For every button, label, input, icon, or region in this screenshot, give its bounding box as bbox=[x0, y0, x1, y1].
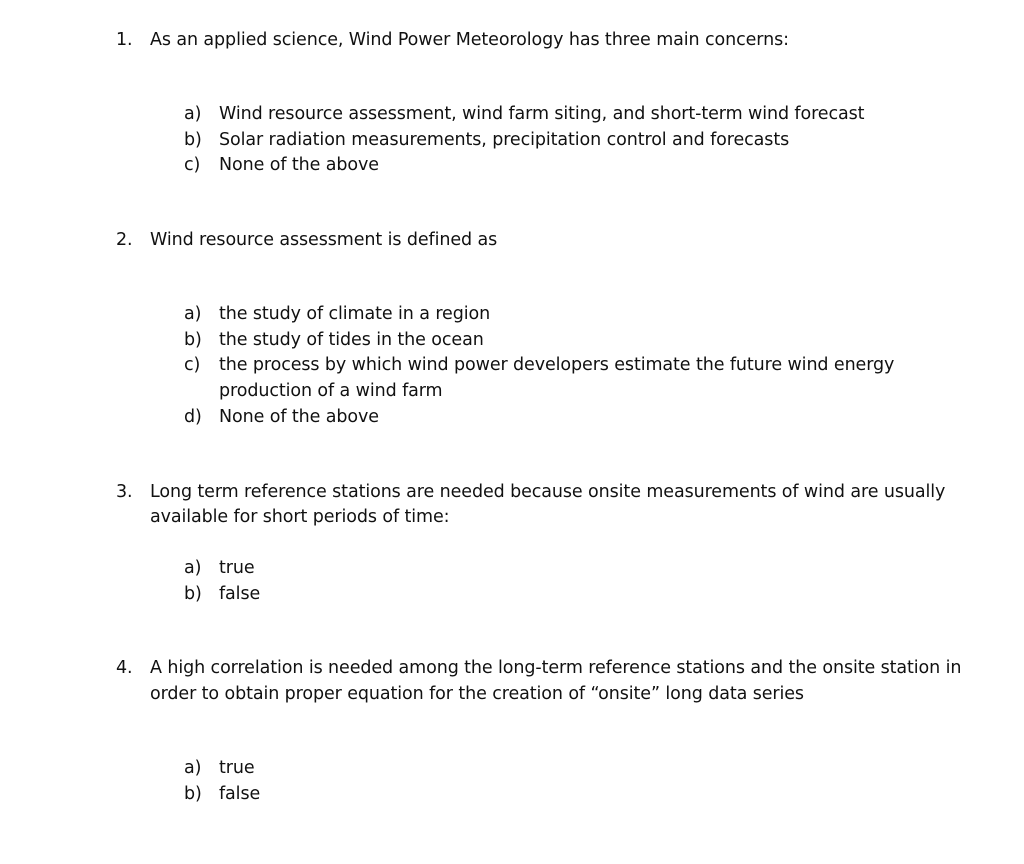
option-text: true bbox=[219, 758, 255, 778]
option-text: the study of tides in the ocean bbox=[219, 330, 484, 350]
option-label: a) bbox=[184, 104, 202, 124]
option-text: Solar radiation measurements, precipitation control and forecasts bbox=[219, 130, 790, 150]
option-label: a) bbox=[184, 558, 202, 578]
option-text: the process by which wind power developers estimate the future wind energy bbox=[219, 355, 895, 375]
option-text: false bbox=[219, 584, 261, 604]
option-text: true bbox=[219, 558, 255, 578]
option-text: Wind resource assessment, wind farm siting, and short-term wind forecast bbox=[219, 104, 865, 124]
option-text: None of the above bbox=[219, 407, 379, 427]
option-text-continued: production of a wind farm bbox=[219, 381, 443, 401]
question-number: 2. bbox=[116, 230, 133, 250]
question-text: Wind resource assessment is defined as bbox=[150, 230, 498, 250]
option-label: d) bbox=[184, 407, 202, 427]
question-number: 3. bbox=[116, 482, 133, 502]
question-number: 4. bbox=[116, 658, 133, 678]
question-text-continued: available for short periods of time: bbox=[150, 507, 450, 527]
option-text: None of the above bbox=[219, 155, 379, 175]
question-text: As an applied science, Wind Power Meteorology has three main concerns: bbox=[150, 30, 789, 50]
option-text: the study of climate in a region bbox=[219, 304, 491, 324]
question-text: Long term reference stations are needed because onsite measurements of wind are usually bbox=[150, 482, 946, 502]
option-label: c) bbox=[184, 155, 201, 175]
option-label: b) bbox=[184, 130, 202, 150]
option-label: b) bbox=[184, 584, 202, 604]
option-label: b) bbox=[184, 784, 202, 804]
option-label: a) bbox=[184, 304, 202, 324]
option-text: false bbox=[219, 784, 261, 804]
option-label: b) bbox=[184, 330, 202, 350]
question-number: 1. bbox=[116, 30, 133, 50]
question-text-continued: order to obtain proper equation for the creation of “onsite” long data series bbox=[150, 684, 804, 704]
option-label: c) bbox=[184, 355, 201, 375]
option-label: a) bbox=[184, 758, 202, 778]
question-text: A high correlation is needed among the long-term reference stations and the onsite station in bbox=[150, 658, 962, 678]
